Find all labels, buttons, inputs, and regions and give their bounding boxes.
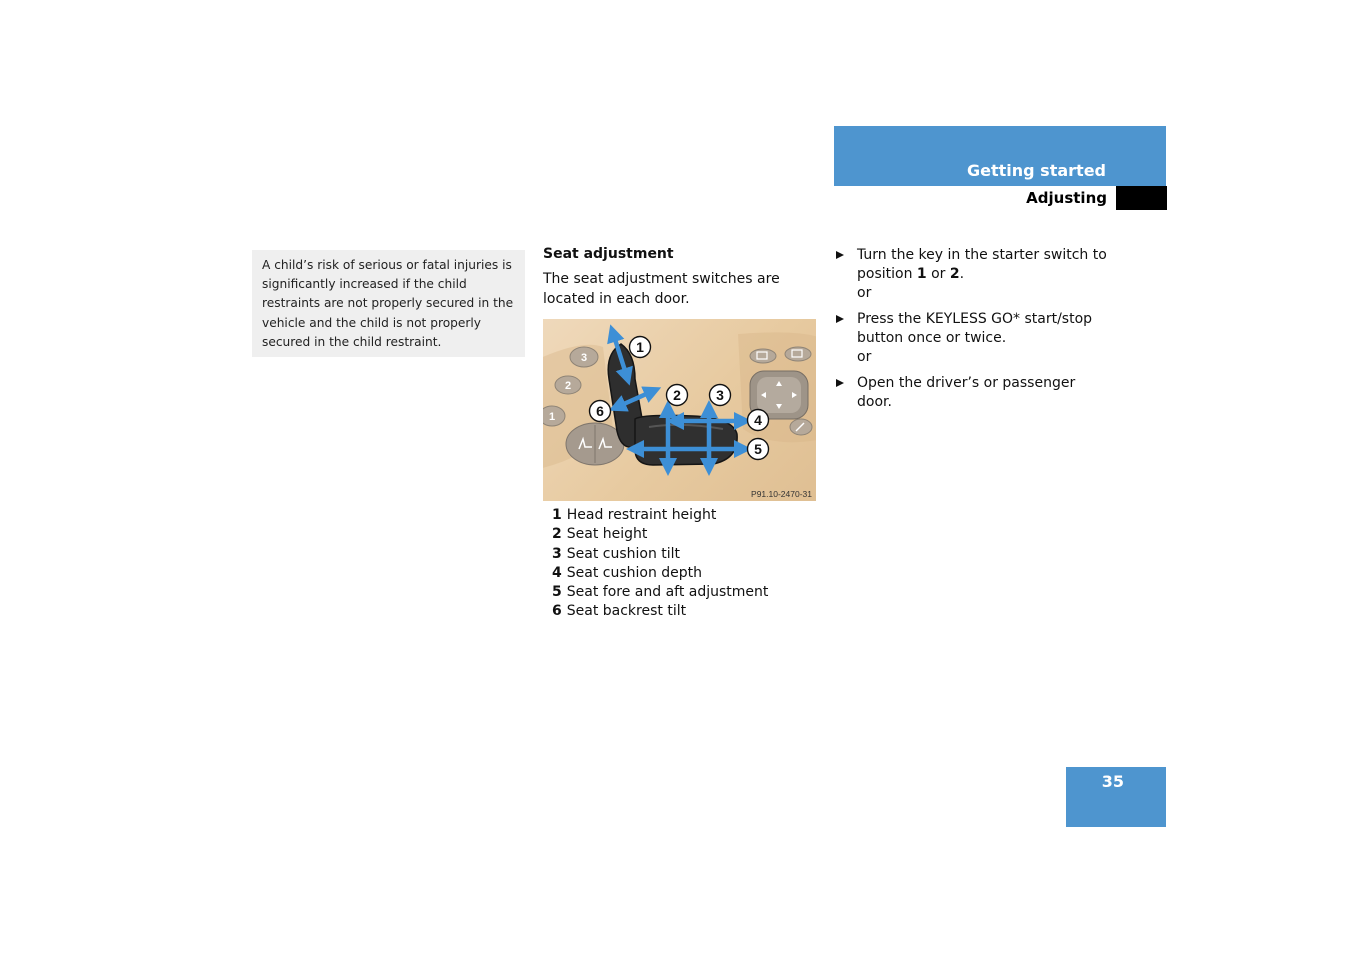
seat-adjustment-title: Seat adjustment	[543, 246, 674, 262]
position-number: 2	[949, 266, 960, 282]
legend-number: 2	[552, 526, 562, 543]
seat-adjustment-section	[543, 246, 819, 309]
legend-label: Seat height	[566, 526, 648, 543]
legend-item	[552, 583, 832, 602]
legend-label: Seat fore and aft adjustment	[566, 584, 769, 601]
step-alternative: or	[857, 349, 872, 365]
door-button-label: 3	[580, 352, 588, 364]
step-text: or	[926, 266, 950, 282]
bullet-triangle-icon	[836, 315, 844, 323]
figure-legend	[552, 506, 832, 622]
legend-label: Seat backrest tilt	[566, 603, 687, 620]
callout-3: 3	[716, 387, 724, 403]
door-button-label: 1	[548, 411, 556, 423]
note-text: A child’s risk of serious or fatal injuries is significantly increased if the child restraints are not properly secured in the vehicle and the child is not properly secured in the child restraint.	[262, 258, 514, 349]
legend-item	[552, 525, 832, 544]
legend-item	[552, 545, 832, 564]
legend-label: Seat cushion depth	[566, 564, 703, 581]
bullet-triangle-icon	[836, 251, 844, 259]
step-alternative: or	[857, 285, 872, 301]
instruction-steps	[834, 246, 1114, 419]
legend-item	[552, 602, 832, 621]
page-number: 35	[1101, 772, 1124, 791]
subsection-title: Adjusting	[1026, 189, 1107, 207]
section-title: Getting started	[967, 161, 1106, 180]
legend-item	[552, 564, 832, 583]
step-item	[834, 310, 1114, 367]
seat-switch-figure	[543, 319, 816, 501]
legend-number: 4	[552, 564, 562, 581]
legend-label: Seat cushion tilt	[566, 545, 681, 562]
callout-1: 1	[636, 339, 644, 355]
legend-number: 5	[552, 584, 562, 601]
seat-switch-illustration	[543, 319, 816, 501]
seat-adjustment-intro: The seat adjustment switches are located in each door.	[543, 271, 780, 307]
door-button-label: 2	[564, 380, 572, 392]
legend-number: 3	[552, 545, 562, 562]
bullet-triangle-icon	[836, 379, 844, 387]
legend-item	[552, 506, 832, 525]
figure-code: P91.10-2470-31	[751, 489, 812, 499]
child-safety-note	[252, 250, 525, 357]
page-number-box	[1066, 767, 1166, 827]
callout-5: 5	[754, 441, 762, 457]
step-item	[834, 374, 1114, 412]
legend-label: Head restraint height	[566, 507, 717, 523]
step-text: Press the KEYLESS GO* start/stop button once or twice.	[857, 311, 1093, 346]
position-number: 1	[916, 266, 927, 282]
callout-2: 2	[673, 387, 681, 403]
step-text: Turn the key in the starter switch to position	[857, 247, 1107, 282]
legend-number: 6	[552, 603, 562, 620]
callout-4: 4	[754, 412, 762, 428]
callout-6: 6	[596, 403, 604, 419]
section-header	[834, 126, 1166, 186]
section-tab-marker	[1116, 186, 1167, 210]
seat-heating-icon	[566, 423, 624, 465]
step-text: Open the driver’s or passenger door.	[857, 375, 1076, 410]
legend-number: 1	[552, 507, 562, 523]
step-item	[834, 246, 1114, 303]
step-text: .	[959, 266, 965, 282]
